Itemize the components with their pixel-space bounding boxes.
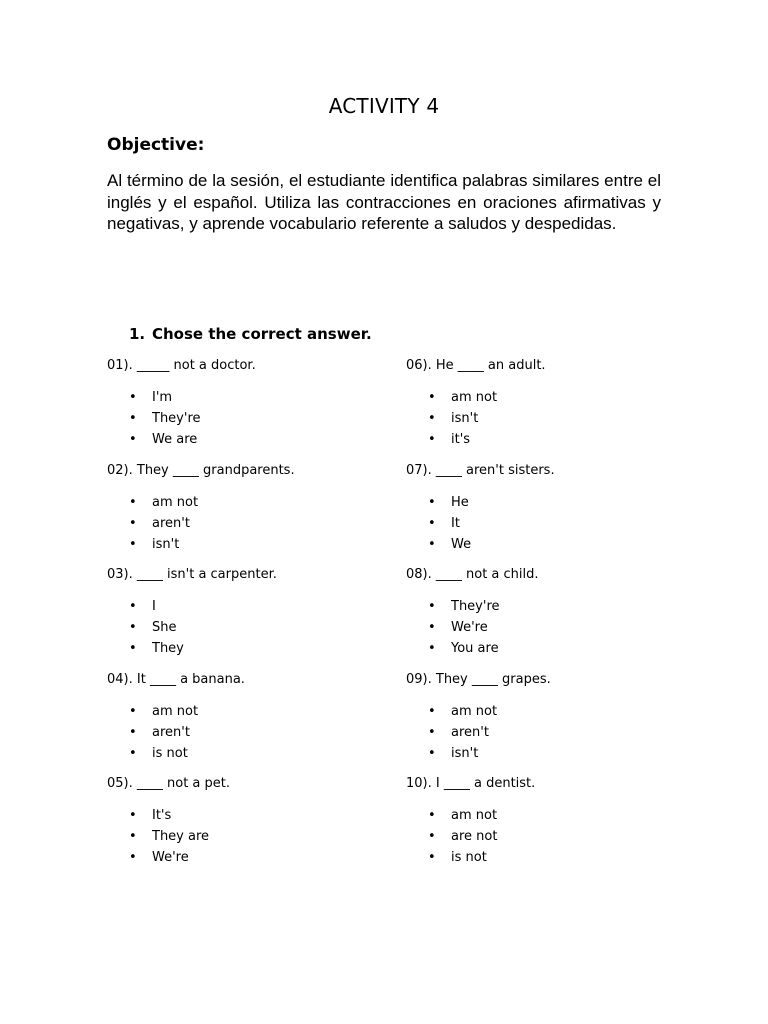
option-item bbox=[406, 408, 706, 429]
bullet-icon: • bbox=[129, 829, 137, 844]
bullet-icon: • bbox=[129, 808, 137, 823]
bullet-icon: • bbox=[129, 703, 137, 719]
option-list bbox=[107, 492, 407, 555]
bullet-icon: • bbox=[428, 703, 436, 719]
bullet-icon: • bbox=[129, 494, 137, 510]
question-text: 01). _____ not a doctor. bbox=[107, 358, 256, 373]
option-list bbox=[107, 805, 407, 868]
option-item bbox=[406, 722, 706, 743]
option-list bbox=[107, 387, 407, 450]
option-list bbox=[406, 701, 706, 764]
option-item bbox=[107, 805, 407, 826]
question-text: 07). ____ aren't sisters. bbox=[406, 462, 555, 478]
bullet-icon: • bbox=[428, 494, 436, 510]
bullet-icon: • bbox=[428, 432, 436, 447]
option-item bbox=[107, 617, 407, 638]
question bbox=[406, 565, 706, 670]
bullet-icon: • bbox=[129, 432, 137, 447]
option-item bbox=[107, 722, 407, 743]
question-text: 05). ____ not a pet. bbox=[107, 776, 231, 791]
bullet-icon: • bbox=[428, 536, 436, 552]
option-label: is not bbox=[451, 850, 487, 865]
option-list bbox=[107, 701, 407, 764]
option-label: They're bbox=[152, 411, 201, 426]
bullet-icon: • bbox=[428, 515, 436, 531]
bullet-icon: • bbox=[129, 641, 137, 656]
instruction-number: 1. bbox=[129, 325, 146, 343]
option-label: It's bbox=[152, 808, 172, 823]
question bbox=[406, 356, 706, 461]
bullet-icon: • bbox=[129, 515, 137, 531]
question-text: 09). They ____ grapes. bbox=[406, 671, 551, 687]
option-label: You are bbox=[451, 641, 499, 656]
bullet-icon: • bbox=[129, 411, 137, 426]
option-item bbox=[406, 743, 706, 764]
option-label: She bbox=[152, 620, 177, 635]
bullet-icon: • bbox=[129, 724, 137, 740]
option-label: am not bbox=[152, 494, 199, 510]
option-label: It bbox=[451, 515, 460, 531]
bullet-icon: • bbox=[428, 599, 436, 614]
option-item bbox=[107, 743, 407, 764]
option-item bbox=[107, 387, 407, 408]
option-item bbox=[406, 638, 706, 659]
question bbox=[406, 461, 706, 566]
option-label: it's bbox=[451, 432, 471, 447]
option-item bbox=[107, 429, 407, 450]
option-label: We are bbox=[152, 432, 198, 447]
option-item bbox=[406, 387, 706, 408]
bullet-icon: • bbox=[129, 620, 137, 635]
question bbox=[107, 670, 407, 775]
bullet-icon: • bbox=[428, 745, 436, 761]
bullet-icon: • bbox=[428, 641, 436, 656]
option-item bbox=[107, 847, 407, 868]
option-label: aren't bbox=[451, 724, 489, 740]
option-item bbox=[406, 596, 706, 617]
option-item bbox=[406, 513, 706, 534]
question-text: 08). ____ not a child. bbox=[406, 567, 539, 582]
question bbox=[107, 461, 407, 566]
question-text: 10). I ____ a dentist. bbox=[406, 776, 536, 791]
option-item bbox=[406, 805, 706, 826]
option-list bbox=[406, 805, 706, 868]
option-item bbox=[107, 826, 407, 847]
option-item bbox=[107, 492, 407, 513]
option-label: aren't bbox=[152, 515, 190, 531]
option-item bbox=[107, 638, 407, 659]
option-label: are not bbox=[451, 829, 498, 844]
page-title: ACTIVITY 4 bbox=[328, 94, 440, 118]
bullet-icon: • bbox=[129, 390, 137, 405]
bullet-icon: • bbox=[129, 850, 137, 865]
bullet-icon: • bbox=[129, 745, 137, 761]
bullet-icon: • bbox=[428, 390, 436, 405]
option-list bbox=[406, 492, 706, 555]
option-label: am not bbox=[152, 703, 199, 719]
option-item bbox=[406, 429, 706, 450]
option-list bbox=[406, 387, 706, 450]
bullet-icon: • bbox=[428, 724, 436, 740]
option-item bbox=[406, 847, 706, 868]
bullet-icon: • bbox=[129, 599, 137, 614]
option-item bbox=[107, 534, 407, 555]
bullet-icon: • bbox=[129, 536, 137, 552]
question-text: 04). It ____ a banana. bbox=[107, 671, 245, 687]
instruction-text: Chose the correct answer. bbox=[152, 325, 372, 343]
left-question-column bbox=[107, 356, 407, 879]
option-list bbox=[107, 596, 407, 659]
option-label: is not bbox=[152, 745, 188, 761]
bullet-icon: • bbox=[428, 850, 436, 865]
bullet-icon: • bbox=[428, 829, 436, 844]
question-text: 02). They ____ grandparents. bbox=[107, 462, 295, 478]
option-label: We're bbox=[451, 620, 488, 635]
option-label: We're bbox=[152, 850, 189, 865]
option-label: I'm bbox=[152, 390, 173, 405]
question bbox=[406, 774, 706, 879]
option-label: I bbox=[152, 599, 156, 614]
option-label: They bbox=[152, 641, 184, 656]
question bbox=[107, 774, 407, 879]
question bbox=[406, 670, 706, 775]
option-item bbox=[107, 701, 407, 722]
option-label: isn't bbox=[152, 536, 180, 552]
option-item bbox=[406, 534, 706, 555]
question-text: 06). He ____ an adult. bbox=[406, 358, 546, 373]
question bbox=[107, 565, 407, 670]
option-label: We bbox=[451, 536, 472, 552]
option-label: am not bbox=[451, 390, 498, 405]
question bbox=[107, 356, 407, 461]
objective-heading: Objective: bbox=[107, 135, 205, 155]
right-question-column bbox=[406, 356, 706, 879]
option-label: isn't bbox=[451, 745, 479, 761]
option-list bbox=[406, 596, 706, 659]
option-label: am not bbox=[451, 808, 498, 823]
option-label: He bbox=[451, 494, 469, 510]
option-label: isn't bbox=[451, 411, 479, 426]
option-item bbox=[406, 617, 706, 638]
option-item bbox=[406, 492, 706, 513]
instruction bbox=[129, 325, 372, 343]
question-text: 03). ____ isn't a carpenter. bbox=[107, 567, 277, 582]
option-label: aren't bbox=[152, 724, 190, 740]
objective-text: Al término de la sesión, el estudiante identifica palabras similares entre el inglés y el español. Utiliza las contracciones en oraciones afirmativas y negativas, y aprende vocabulario referente a saludos y despedidas. bbox=[107, 171, 661, 233]
bullet-icon: • bbox=[428, 411, 436, 426]
option-item bbox=[107, 408, 407, 429]
option-item bbox=[406, 826, 706, 847]
bullet-icon: • bbox=[428, 808, 436, 823]
option-label: am not bbox=[451, 703, 498, 719]
option-item bbox=[107, 513, 407, 534]
option-item bbox=[406, 701, 706, 722]
option-item bbox=[107, 596, 407, 617]
option-label: They're bbox=[451, 599, 500, 614]
option-label: They are bbox=[152, 829, 210, 844]
bullet-icon: • bbox=[428, 620, 436, 635]
